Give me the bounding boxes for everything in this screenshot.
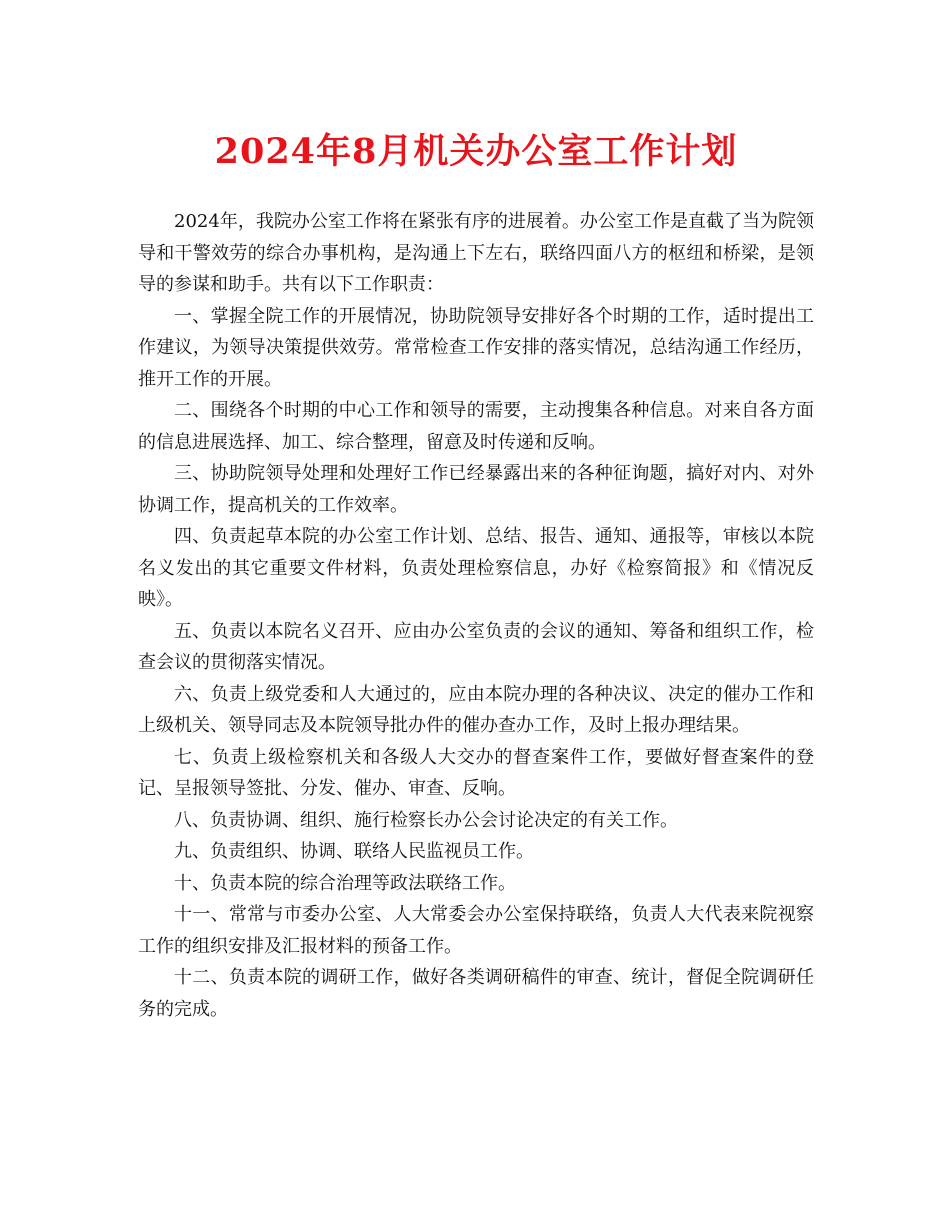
paragraph-item-3: 三、协助院领导处理和处理好工作已经暴露出来的各种征询题，搞好对内、对外协调工作，提高机关的工作效率。 bbox=[138, 463, 814, 516]
paragraph-item-5: 五、负责以本院名义召开、应由办公室负责的会议的通知、筹备和组织工作，检查会议的贯彻落实情况。 bbox=[138, 620, 814, 673]
document-body bbox=[138, 206, 814, 1025]
paragraph-item-7: 七、负责上级检察机关和各级人大交办的督查案件工作，要做好督查案件的登记、呈报领导签批、分发、催办、审查、反响。 bbox=[138, 746, 814, 799]
paragraph-intro: 2024年，我院办公室工作将在紧张有序的进展着。办公室工作是直截了当为院领导和干警效劳的综合办事机构，是沟通上下左右，联络四面八方的枢纽和桥梁，是领导的参谋和助手。共有以下工作职责： bbox=[138, 211, 814, 295]
paragraph-item-8: 八、负责协调、组织、施行检察长办公会讨论决定的有关工作。 bbox=[174, 809, 678, 831]
paragraph-item-6: 六、负责上级党委和人大通过的，应由本院办理的各种决议、决定的催办工作和上级机关、领导同志及本院领导批办件的催办查办工作，及时上报办理结果。 bbox=[138, 683, 814, 736]
paragraph-item-2: 二、围绕各个时期的中心工作和领导的需要，主动搜集各种信息。对来自各方面的信息进展选择、加工、综合整理，留意及时传递和反响。 bbox=[138, 400, 814, 453]
paragraph-item-11: 十一、常常与市委办公室、人大常委会办公室保持联络，负责人大代表来院视察工作的组织安排及汇报材料的预备工作。 bbox=[138, 904, 814, 957]
paragraph-item-10: 十、负责本院的综合治理等政法联络工作。 bbox=[174, 872, 516, 894]
paragraph-item-9: 九、负责组织、协调、联络人民监视员工作。 bbox=[174, 841, 534, 862]
paragraph-item-12: 十二、负责本院的调研工作，做好各类调研稿件的审查、统计，督促全院调研任务的完成。 bbox=[138, 967, 814, 1020]
paragraph-item-1: 一、掌握全院工作的开展情况，协助院领导安排好各个时期的工作，适时提出工作建议，为领导决策提供效劳。常常检查工作安排的落实情况，总结沟通工作经历，推开工作的开展。 bbox=[138, 305, 814, 390]
paragraph-item-4: 四、负责起草本院的办公室工作计划、总结、报告、通知、通报等，审核以本院名义发出的其它重要文件材料，负责处理检察信息，办好《检察简报》和《情况反映》。 bbox=[138, 526, 814, 610]
document-title: 2024年8月机关办公室工作计划 bbox=[214, 131, 738, 172]
